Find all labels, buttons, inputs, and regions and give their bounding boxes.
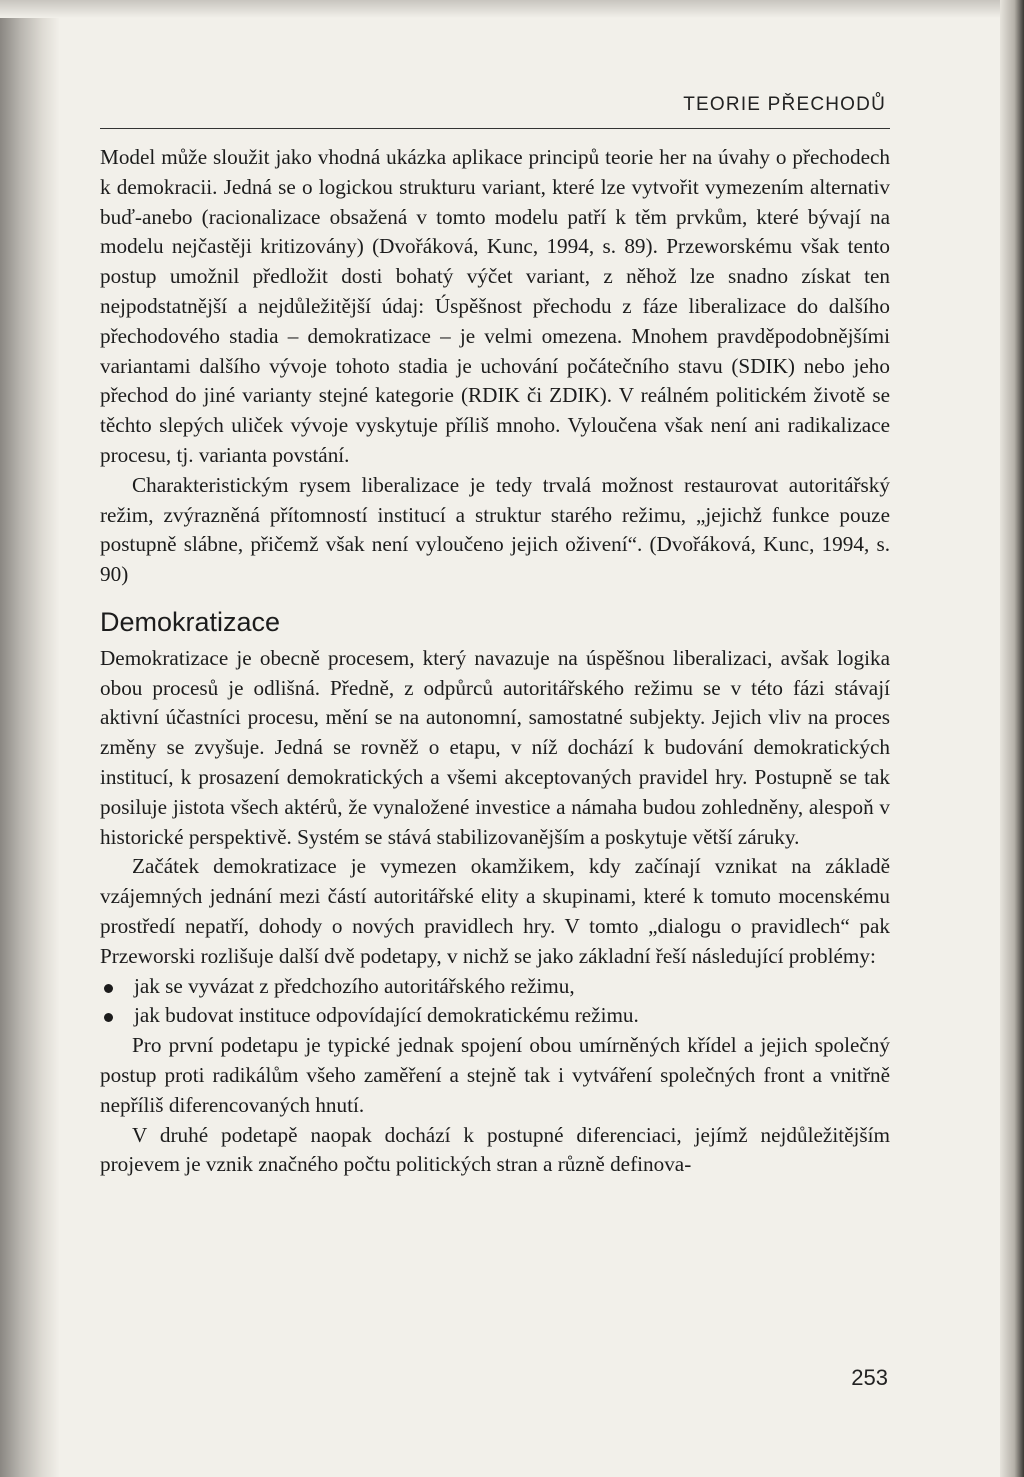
paragraph: Demokratizace je obecně procesem, který navazuje na úspěšnou liberalizaci, avšak logika obou procesů je odlišná. Předně, z odpůrců autoritářského režimu se v této fázi stávají aktivní účastníci procesu, mění se na autonomní, samostatné subjekty. Jejich vliv na proces změny se zvyšuje. Jedná se rovněž o etapu, v níž dochází k budování demokratických institucí, k prosazení demokratických a všemi akceptovaných pravidel hry. Postupně se tak posiluje jistota všech aktérů, že vynaložené investice a námaha budou zohledněny, alespoň v historické perspektivě. Systém se stává stabilizovanějším a poskytuje větší záruky. [100,645,890,849]
list-item [100,1001,890,1031]
page-body [100,143,890,1180]
list-item [100,972,890,1002]
bullet-icon [104,1013,113,1022]
paragraph: Pro první podetapu je typické jednak spojení obou umírněných křídel a jejich společný postup proti radikálům všeho zaměření a stejně tak i vytváření společných front a vnitřně nepříliš diferencovaných hnutí. [100,1033,890,1117]
top-edge-shadow [0,0,1024,18]
page-edge [1000,0,1024,1477]
paragraph: Model může sloužit jako vhodná ukázka aplikace principů teorie her na úvahy o přechodech k demokracii. Jedná se o logickou strukturu variant, které lze vytvořit vymezením alternativ buď-anebo (racionalizace obsažená v tomto modelu patří k těm prvkům, které bývají na modelu nejčastěji kritizovány) (Dvořáková, Kunc, 1994, s. 89). Przeworskému však tento postup umožnil předložit dosti bohatý výčet variant, z něhož lze snadno získat ten nejpodstatnější a nejdůležitější údaj: Úspěšnost přechodu z fáze liberalizace do dalšího přechodového stadia – demokratizace – je velmi omezena. Mnohem pravděpodobnějšími variantami dalšího vývoje tohoto stadia je uchování počátečního stavu (SDIK) nebo jeho přechod do jiné varianty stejné kategorie (RDIK či ZDIK). V reálném politickém životě se těchto slepých uliček vývoje vyskytuje příliš mnoho. Vyloučena však není ani radikalizace procesu, tj. varianta povstání. [100,145,890,467]
section-heading: Demokratizace [100,606,281,637]
paragraph: Začátek demokratizace je vymezen okamžikem, kdy začínají vznikat na základě vzájemných jednání mezi částí autoritářské elity a skupinami, které k tomuto mocenskému prostředí nepatří, dohody o nových pravidlech hry. V tomto „dialogu o pravidlech“ pak Przeworski rozlišuje další dvě podetapy, v nichž se jako základní řeší následující problémy: [100,854,890,968]
paragraph: V druhé podetapě naopak dochází k postupné diferenciaci, jejímž nejdůležitějším projevem je vznik značného počtu politických stran a různě definova- [100,1122,890,1177]
page-header [100,92,890,129]
book-spine-shadow [0,0,60,1477]
page-number: 253 [851,1365,888,1390]
running-head: TEORIE PŘECHODŮ [683,94,886,115]
paragraph: Charakteristickým rysem liberalizace je tedy trvalá možnost restaurovat autoritářský režim, zvýrazněná přítomností institucí a struktur starého režimu, „jejichž funkce pouze postupně slábne, přičemž však není vyloučeno jejich oživení“. (Dvořáková, Kunc, 1994, s. 90) [100,472,890,587]
list-item-text: jak budovat instituce odpovídající demokratickému režimu. [134,1003,639,1028]
bullet-list [100,972,890,1032]
bullet-icon [104,984,113,993]
list-item-text: jak se vyvázat z předchozího autoritářského režimu, [134,973,575,998]
